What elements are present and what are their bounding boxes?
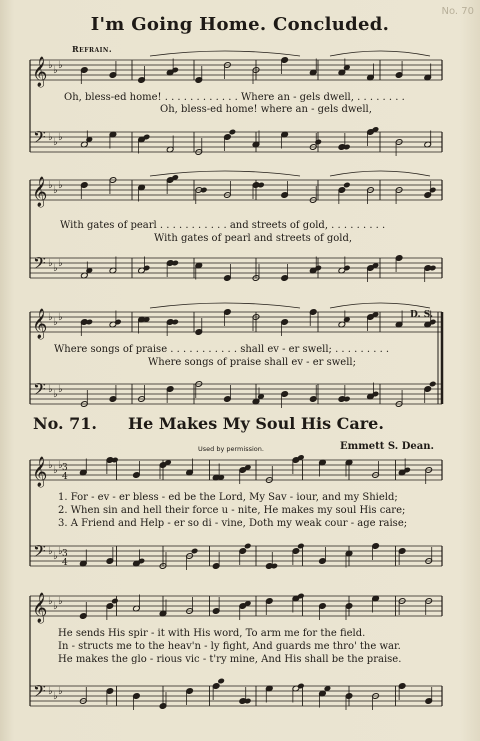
lyric-line: Where songs of praise shall ev - er swell;: [148, 357, 356, 368]
slur: [150, 303, 300, 308]
flat-sign: ♭: [53, 465, 58, 476]
verse-line: 1. For - ev - er bless - ed be the Lord, My Sav - iour, and my Shield;: [58, 492, 398, 503]
composer-name: Emmett S. Dean.: [340, 441, 434, 452]
treble-clef: 𝄞: [32, 593, 48, 623]
note-head: [343, 265, 351, 272]
flat-sign: ♭: [48, 312, 53, 323]
bass-clef: 𝄢: [33, 379, 46, 403]
slur: [330, 51, 430, 56]
bass-clef: 𝄢: [33, 681, 46, 705]
verse-line: He sends His spir - it with His word, To arm me for the field.: [58, 628, 366, 639]
flat-sign: ♭: [53, 65, 58, 76]
lyric-line: Oh, bless-ed home! . . . . . . . . . . . . Where an - gels dwell, . . . . . . . .: [64, 92, 405, 103]
flat-sign: ♭: [53, 691, 58, 702]
lyric-line: Where songs of praise . . . . . . . . . . . shall ev - er swell; . . . . . . . . .: [54, 344, 390, 355]
treble-clef: 𝄞: [32, 309, 48, 339]
lyric-line: Oh, bless-ed home! where an - gels dwell,: [160, 104, 372, 115]
treble-clef: 𝄞: [32, 457, 48, 487]
flat-sign: ♭: [58, 312, 63, 323]
flat-sign: ♭: [48, 596, 53, 607]
treble-clef: 𝄞: [32, 57, 48, 87]
bass-clef: 𝄢: [33, 253, 46, 277]
bass-clef: 𝄢: [33, 541, 46, 565]
flat-sign: ♭: [48, 180, 53, 191]
flat-sign: ♭: [58, 686, 63, 697]
flat-sign: ♭: [48, 132, 53, 143]
slur: [150, 171, 300, 176]
lyric-line: With gates of pearl and streets of gold,: [154, 233, 353, 244]
verse-line: He makes the glo - rious vic - t'ry mine, And His shall be the praise.: [58, 654, 402, 665]
flat-sign: ♭: [53, 317, 58, 328]
time-signature: 4: [62, 472, 68, 482]
flat-sign: ♭: [53, 137, 58, 148]
flat-sign: ♭: [53, 601, 58, 612]
flat-sign: ♭: [58, 60, 63, 71]
slur: [330, 171, 430, 176]
slur: [330, 303, 430, 308]
hymn-number: No. 71.: [33, 414, 97, 433]
bass-clef: 𝄢: [33, 127, 46, 151]
flat-sign: ♭: [53, 551, 58, 562]
note-head: [114, 319, 122, 326]
flat-sign: ♭: [53, 263, 58, 274]
flat-sign: ♭: [48, 384, 53, 395]
note-head: [143, 265, 151, 272]
flat-sign: ♭: [48, 60, 53, 71]
flat-sign: ♭: [48, 460, 53, 471]
flat-sign: ♭: [53, 389, 58, 400]
time-signature: 3: [62, 463, 68, 473]
note-head: [297, 683, 305, 690]
verse-line: In - structs me to the heav'n - ly fight, And guards me thro' the war.: [58, 641, 401, 652]
permission-note: Used by permission.: [198, 445, 264, 453]
flat-sign: ♭: [58, 180, 63, 191]
flat-sign: ♭: [53, 185, 58, 196]
refrain-label: Refrain.: [72, 44, 113, 54]
flat-sign: ♭: [48, 258, 53, 269]
verse-line: 2. When sin and hell their force u - nite, He makes my soul His care;: [58, 505, 406, 516]
flat-sign: ♭: [58, 384, 63, 395]
flat-sign: ♭: [48, 686, 53, 697]
ds-marker: D. S.: [410, 310, 434, 320]
lyric-line: With gates of pearl . . . . . . . . . . . and streets of gold, . . . . . . . . .: [60, 220, 386, 231]
flat-sign: ♭: [58, 460, 63, 471]
flat-sign: ♭: [58, 258, 63, 269]
flat-sign: ♭: [48, 546, 53, 557]
time-signature: 4: [62, 558, 68, 568]
flat-sign: ♭: [58, 546, 63, 557]
hymn-title: He Makes My Soul His Care.: [128, 414, 384, 433]
slur: [150, 51, 300, 56]
treble-clef: 𝄞: [32, 177, 48, 207]
section-title: I'm Going Home. Concluded.: [90, 14, 390, 35]
time-signature: 3: [62, 549, 68, 559]
verse-line: 3. A Friend and Help - er so di - vine, Doth my weak cour - age raise;: [58, 518, 408, 529]
flat-sign: ♭: [58, 132, 63, 143]
flat-sign: ♭: [58, 596, 63, 607]
page-corner-mark: No. 70: [441, 6, 474, 17]
